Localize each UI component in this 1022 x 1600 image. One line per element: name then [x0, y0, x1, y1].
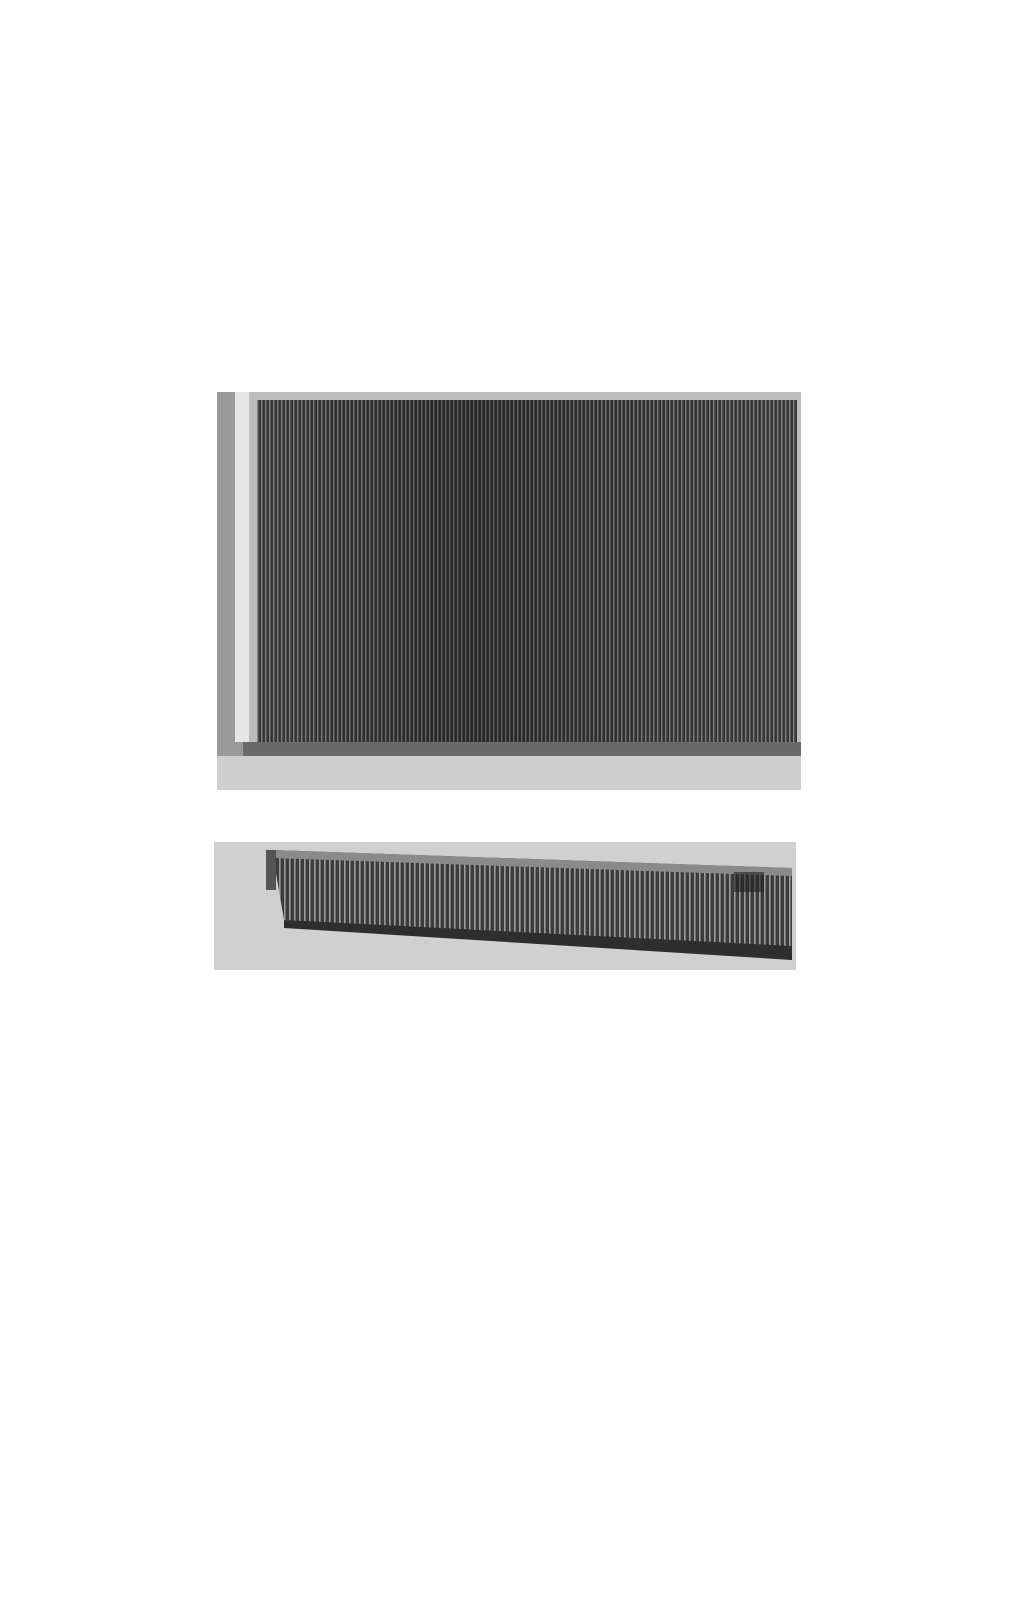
figure-photo-top — [217, 392, 801, 790]
figure-photo-bottom — [214, 842, 796, 970]
photo-cylindrical-lens-large — [217, 392, 801, 790]
photo-cylindrical-lens-flat — [214, 842, 796, 970]
